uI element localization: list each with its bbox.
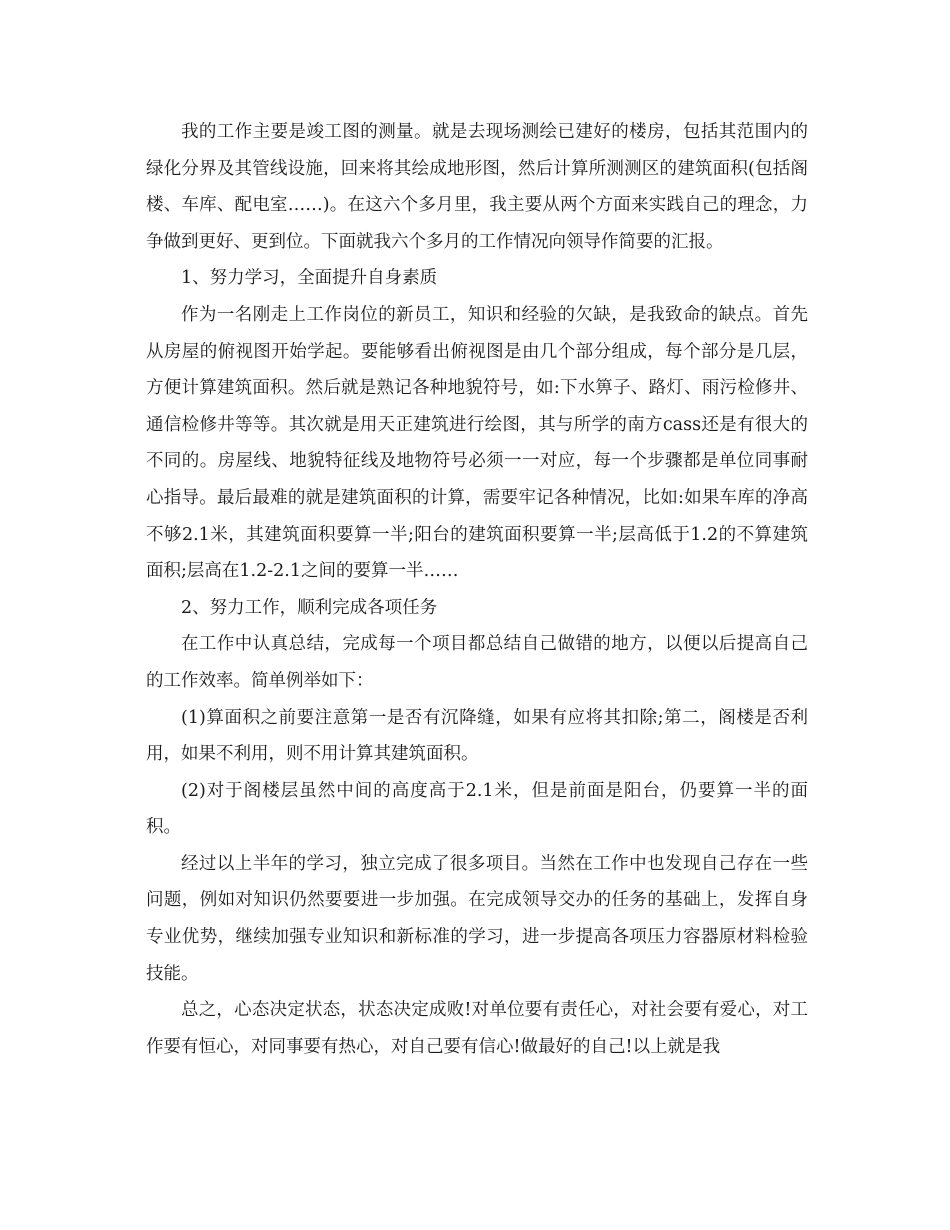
section-heading-study: 1、努力学习，全面提升自身素质 (181, 268, 438, 289)
half-year-paragraph: 经过以上半年的学习，独立完成了很多项目。当然在工作中也发现自己存在一些问题，例如对知识仍然要要进一步加强。在完成领导交办的任务的基础上，发挥自身专业优势，继续加强专业知识和新标准的学习，进一步提高各项压力容器原材料检验技能。 (146, 853, 808, 984)
document-body (146, 114, 808, 1065)
section-heading-work: 2、努力工作，顺利完成各项任务 (181, 597, 438, 618)
work-summary-paragraph: 在工作中认真总结，完成每一个项目都总结自己做错的地方，以便以后提高自己的工作效率。简单例举如下： (146, 634, 808, 691)
study-paragraph: 作为一名刚走上工作岗位的新员工，知识和经验的欠缺，是我致命的缺点。首先从房屋的俯视图开始学起。要能够看出俯视图是由几个部分组成，每个部分是几层，方便计算建筑面积。然后就是熟记各种地貌符号，如:下水箅子、路灯、雨污检修井、通信检修井等等。其次就是用天正建筑进行绘图，其与所学的南方cass还是有很大的不同的。房屋线、地貌特征线及地物符号必须一一对应，每一个步骤都是单位同事耐心指导。最后最难的就是建筑面积的计算，需要牢记各种情况，比如:如果车库的净高不够2.1米，其建筑面积要算一半;阳台的建筑面积要算一半;层高低于1.2的不算建筑面积;层高在1.2-2.1之间的要算一半…… (146, 304, 808, 582)
example-item-1: (1)算面积之前要注意第一是否有沉降缝，如果有应将其扣除;第二，阁楼是否利用，如果不利用，则不用计算其建筑面积。 (146, 707, 808, 765)
conclusion-paragraph: 总之，心态决定状态，状态决定成败!对单位要有责任心，对社会要有爱心，对工作要有恒心，对同事要有热心，对自己要有信心!做最好的自己!以上就是我 (146, 1000, 808, 1057)
intro-paragraph: 我的工作主要是竣工图的测量。就是去现场测绘已建好的楼房，包括其范围内的绿化分界及其管线设施，回来将其绘成地形图，然后计算所测测区的建筑面积(包括阁楼、车库、配电室……)。在这六个多月里，我主要从两个方面来实践自己的理念，力争做到更好、更到位。下面就我六个多月的工作情况向领导作简要的汇报。 (146, 122, 808, 252)
example-item-2: (2)对于阁楼层虽然中间的高度高于2.1米，但是前面是阳台，仍要算一半的面积。 (146, 780, 808, 838)
